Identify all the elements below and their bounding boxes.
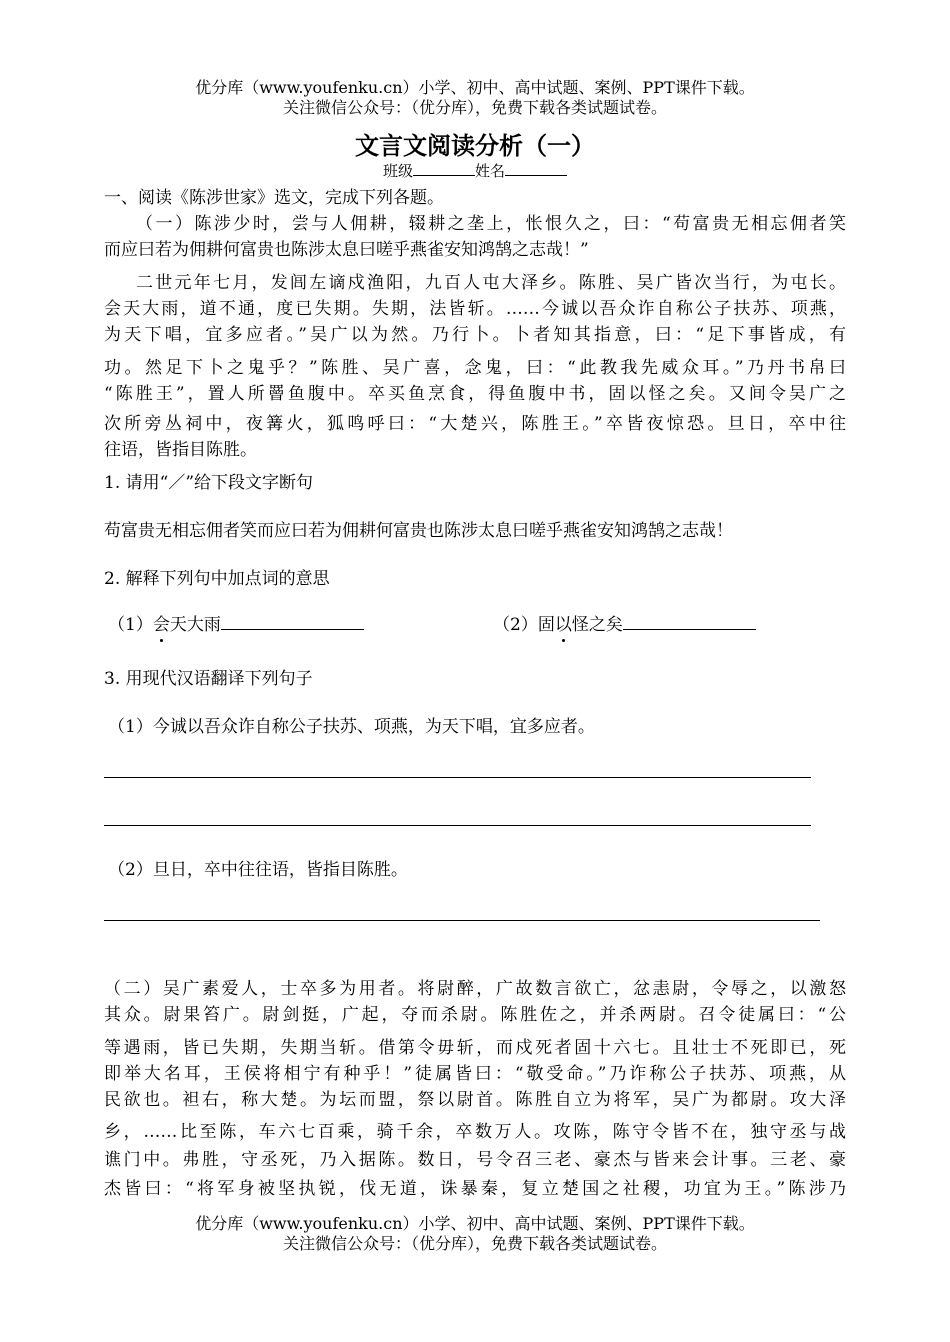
section2-line-3: 等遇雨，皆已失期，失期当斩。借第令毋斩，而戍死者固十六七。且壮士不死即已，死 bbox=[104, 1038, 846, 1058]
q2-item1-prefix: （1） bbox=[108, 615, 153, 635]
class-blank[interactable] bbox=[413, 161, 475, 176]
para2-line-5: “陈胜王”，置人所罾鱼腹中。卒买鱼烹食，得鱼腹中书，固以怪之矣。又间令吴广之 bbox=[104, 384, 846, 404]
q1-text: 苟富贵无相忘佣者笑而应曰若为佣耕何富贵也陈涉太息曰嗟乎燕雀安知鸿鹄之志哉！ bbox=[104, 521, 733, 541]
q3-item1-answer-line-2[interactable] bbox=[104, 825, 811, 826]
para2-line-2: 会天大雨，道不通，度已失期。失期，法皆斩。……今诚以吾众诈自称公子扶苏、项燕， bbox=[104, 299, 846, 319]
page-title: 文言文阅读分析（一） bbox=[355, 131, 595, 160]
name-label: 姓名 bbox=[475, 162, 506, 180]
para1-line-1: （一）陈涉少时，尝与人佣耕，辍耕之垄上，怅恨久之，曰：“苟富贵无相忘佣者笑 bbox=[136, 214, 846, 234]
q1-prompt: 1. 请用“／”给下段文字断句 bbox=[104, 473, 314, 493]
q2-prompt: 2. 解释下列句中加点词的意思 bbox=[104, 569, 330, 589]
q3-item1-answer-line-1[interactable] bbox=[104, 777, 811, 778]
q2-item1-answer-blank[interactable] bbox=[221, 611, 364, 630]
para2-line-7: 往语，皆指目陈胜。 bbox=[104, 440, 257, 460]
q2-item2-prefix: （2）固 bbox=[493, 615, 555, 635]
q2-item2-dotted-word: 以 bbox=[554, 615, 572, 635]
para2-line-6: 次所旁丛祠中，夜篝火，狐鸣呼曰：“大楚兴，陈胜王。”卒皆夜惊恐。旦日，卒中往 bbox=[104, 414, 846, 434]
section2-line-1: （二）吴广素爱人，士卒多为用者。将尉醉，广故数言欲亡，忿恚尉，令辱之，以激怒 bbox=[104, 979, 846, 999]
q2-item1-dotted-word: 会 bbox=[152, 615, 170, 635]
class-name-line bbox=[0, 160, 950, 181]
name-blank[interactable] bbox=[505, 161, 567, 176]
q3-prompt: 3. 用现代汉语翻译下列句子 bbox=[104, 669, 313, 689]
section2-line-2: 其众。尉果笞广。尉剑挺，广起，夺而杀尉。陈胜佐之，并杀两尉。召令徒属曰：“公 bbox=[104, 1005, 846, 1025]
header-line-1: 优分库（www.youfenku.cn）小学、初中、高中试题、案例、PPT课件下载。 bbox=[195, 78, 755, 97]
para1-line-2: 而应曰若为佣耕何富贵也陈涉太息曰嗟乎燕雀安知鸿鹄之志哉！” bbox=[104, 240, 589, 260]
section2-line-4: 即举大名耳，王侯将相宁有种乎！”徒属皆曰：“敬受命。”乃诈称公子扶苏、项燕，从 bbox=[104, 1064, 846, 1084]
q2-item2-answer-blank[interactable] bbox=[623, 611, 756, 630]
footer-line-1: 优分库（www.youfenku.cn）小学、初中、高中试题、案例、PPT课件下载。 bbox=[195, 1214, 755, 1233]
q2-item2-rest: 怪之矣 bbox=[571, 615, 623, 635]
footer-line-2: 关注微信公众号：（优分库），免费下载各类试题试卷。 bbox=[282, 1234, 667, 1253]
para2-line-4: 功。然足下卜之鬼乎？”陈胜、吴广喜，念鬼，曰：“此教我先威众耳。”乃丹书帛曰 bbox=[104, 358, 846, 378]
header-line-2: 关注微信公众号：（优分库），免费下载各类试题试卷。 bbox=[282, 98, 667, 117]
class-label: 班级 bbox=[382, 162, 413, 180]
para2-line-3: 为天下唱，宜多应者。”吴广以为然。乃行卜。卜者知其指意，曰：“足下事皆成，有 bbox=[104, 325, 846, 345]
para2-line-1: 二世元年七月，发闾左谪戍渔阳，九百人屯大泽乡。陈胜、吴广皆次当行，为屯长。 bbox=[136, 273, 846, 293]
q3-item2-answer-line[interactable] bbox=[104, 920, 820, 921]
section2-line-6: 乡，……比至陈，车六七百乘，骑千余，卒数万人。攻陈，陈守令皆不在，独守丞与战 bbox=[104, 1122, 846, 1142]
q2-item1-rest: 天大雨 bbox=[169, 615, 221, 635]
q3-item-2: （2）旦日，卒中往往语，皆指目陈胜。 bbox=[108, 860, 408, 880]
section2-line-7: 谯门中。弗胜，守丞死，乃入据陈。数日，号令召三老、豪杰与皆来会计事。三老、豪 bbox=[104, 1150, 846, 1170]
section2-line-8: 杰皆曰：“将军身被坚执锐，伐无道，诛暴秦，复立楚国之社稷，功宜为王。”陈涉乃 bbox=[104, 1179, 846, 1199]
q2-item-1 bbox=[108, 610, 364, 635]
section1-heading: 一、阅读《陈涉世家》选文，完成下列各题。 bbox=[104, 188, 444, 208]
q3-item-1: （1）今诚以吾众诈自称公子扶苏、项燕，为天下唱，宜多应者。 bbox=[108, 717, 595, 737]
q2-item-2 bbox=[493, 610, 756, 635]
section2-line-5: 民欲也。袒右，称大楚。为坛而盟，祭以尉首。陈胜自立为将军，吴广为都尉。攻大泽 bbox=[104, 1090, 846, 1110]
